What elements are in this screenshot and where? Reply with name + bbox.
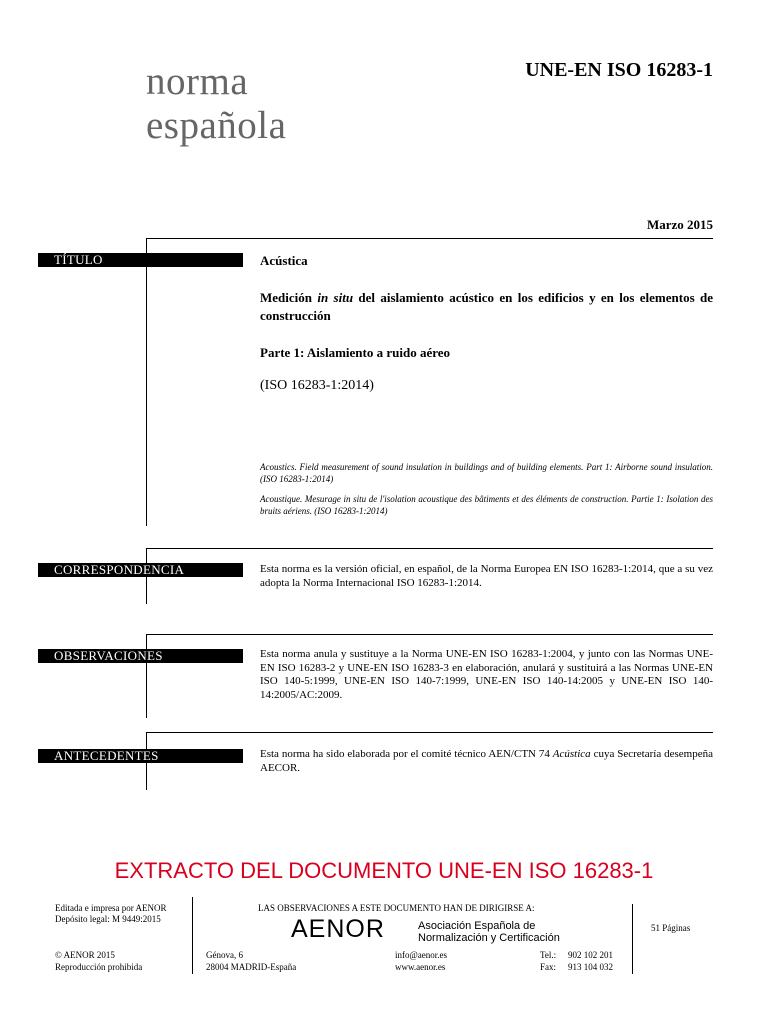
section-divider-observaciones: [146, 634, 713, 635]
footer-page-count: 51 Páginas: [651, 923, 691, 933]
section-label-titulo: TÍTULO: [38, 253, 243, 267]
footer-legal-deposit: Depósito legal: M 9449:2015: [55, 914, 161, 924]
aenor-logo: AENOR: [291, 915, 385, 943]
section-divider-correspondencia: [146, 548, 713, 549]
correspondencia-text: Esta norma es la versión oficial, en español, de la Norma Europea EN ISO 16283-1:2014, que a su vez adopta la Norma Internacional ISO 16283-1:2014.: [260, 563, 713, 589]
section-label-observaciones: OBSERVACIONES: [38, 649, 243, 663]
section-label-correspondencia: CORRESPONDENCIA: [38, 563, 243, 577]
title-main: [260, 289, 713, 325]
footer-address-city: 28004 MADRID-España: [206, 962, 297, 972]
section-divider-antecedentes: [146, 732, 713, 733]
footer-address-street: Génova, 6: [206, 950, 243, 960]
footer-observations-heading: LAS OBSERVACIONES A ESTE DOCUMENTO HAN DE DIRIGIRSE A:: [258, 903, 535, 913]
section-divider-titulo: [146, 238, 713, 239]
antecedentes-text-pre: Esta norma ha sido elaborada por el comité técnico AEN/CTN 74: [260, 748, 553, 760]
section-label-antecedentes: ANTECEDENTES: [38, 749, 243, 763]
footer-reproduction: Reproducción prohibida: [55, 962, 143, 972]
standard-number: UNE-EN ISO 16283-1: [525, 59, 713, 81]
title-main-pre: Medición: [260, 290, 318, 305]
title-main-post: del aislamiento acústico en los edificios y en los elementos de construcción: [260, 290, 713, 323]
aenor-association-line2: Normalización y Certificación: [418, 932, 560, 944]
footer-web-link[interactable]: www.aenor.es: [395, 962, 446, 972]
title-subject: Acústica: [260, 253, 308, 268]
brand-line-espanola: española: [146, 104, 287, 147]
footer-fax-label: Fax:: [540, 962, 557, 972]
footer-email-link[interactable]: info@aenor.es: [395, 950, 448, 960]
antecedentes-text-post: cuya Secretaría desempeña AECOR.: [260, 748, 713, 774]
footer-copyright: © AENOR 2015: [55, 950, 115, 960]
antecedentes-text-italic: Acústica: [552, 748, 591, 760]
antecedentes-text: [260, 748, 713, 775]
brand-line-norma: norma: [146, 60, 249, 103]
title-french: Acoustique. Mesurage in situ de l'isolation acoustique des bâtiments et des éléments de construction. Partie 1: Isolation des bruits aériens. (ISO 16283-1:2014): [260, 494, 713, 516]
footer-divider-right: [632, 904, 633, 974]
extract-banner: EXTRACTO DEL DOCUMENTO UNE-EN ISO 16283-1: [114, 858, 654, 883]
publication-date: Marzo 2015: [646, 217, 713, 232]
title-main-italic: in situ: [317, 290, 354, 305]
footer-fax: 913 104 032: [568, 962, 613, 972]
title-iso-reference: (ISO 16283-1:2014): [260, 378, 374, 393]
footer-edited-by: Editada e impresa por AENOR: [55, 903, 167, 913]
section-vertical-rule-observaciones: [146, 634, 147, 718]
footer-tel-label: Tel.:: [540, 950, 557, 960]
title-part: Parte 1: Aislamiento a ruido aéreo: [260, 345, 451, 360]
footer-tel: 902 102 201: [568, 950, 613, 960]
footer-divider-left: [192, 897, 193, 974]
aenor-association-line1: Asociación Española de: [418, 920, 536, 932]
title-english: Acoustics. Field measurement of sound insulation in buildings and of building elements. Part 1: Airborne sound insulation. (ISO 16283-1:2014): [260, 462, 713, 484]
section-vertical-rule-titulo: [146, 238, 147, 526]
observaciones-text: Esta norma anula y sustituye a la Norma UNE-EN ISO 16283-1:2004, y junto con las Normas UNE-EN ISO 16283-2 y UNE-EN ISO 16283-3 en elaboración, anulará y sustituirá a las Normas UNE-EN ISO 140-5:1999, UNE-EN ISO 140-7:1999, UNE-EN ISO 140-14:2005 y UNE-EN ISO 140-14:2005/AC:2009.: [260, 648, 713, 701]
